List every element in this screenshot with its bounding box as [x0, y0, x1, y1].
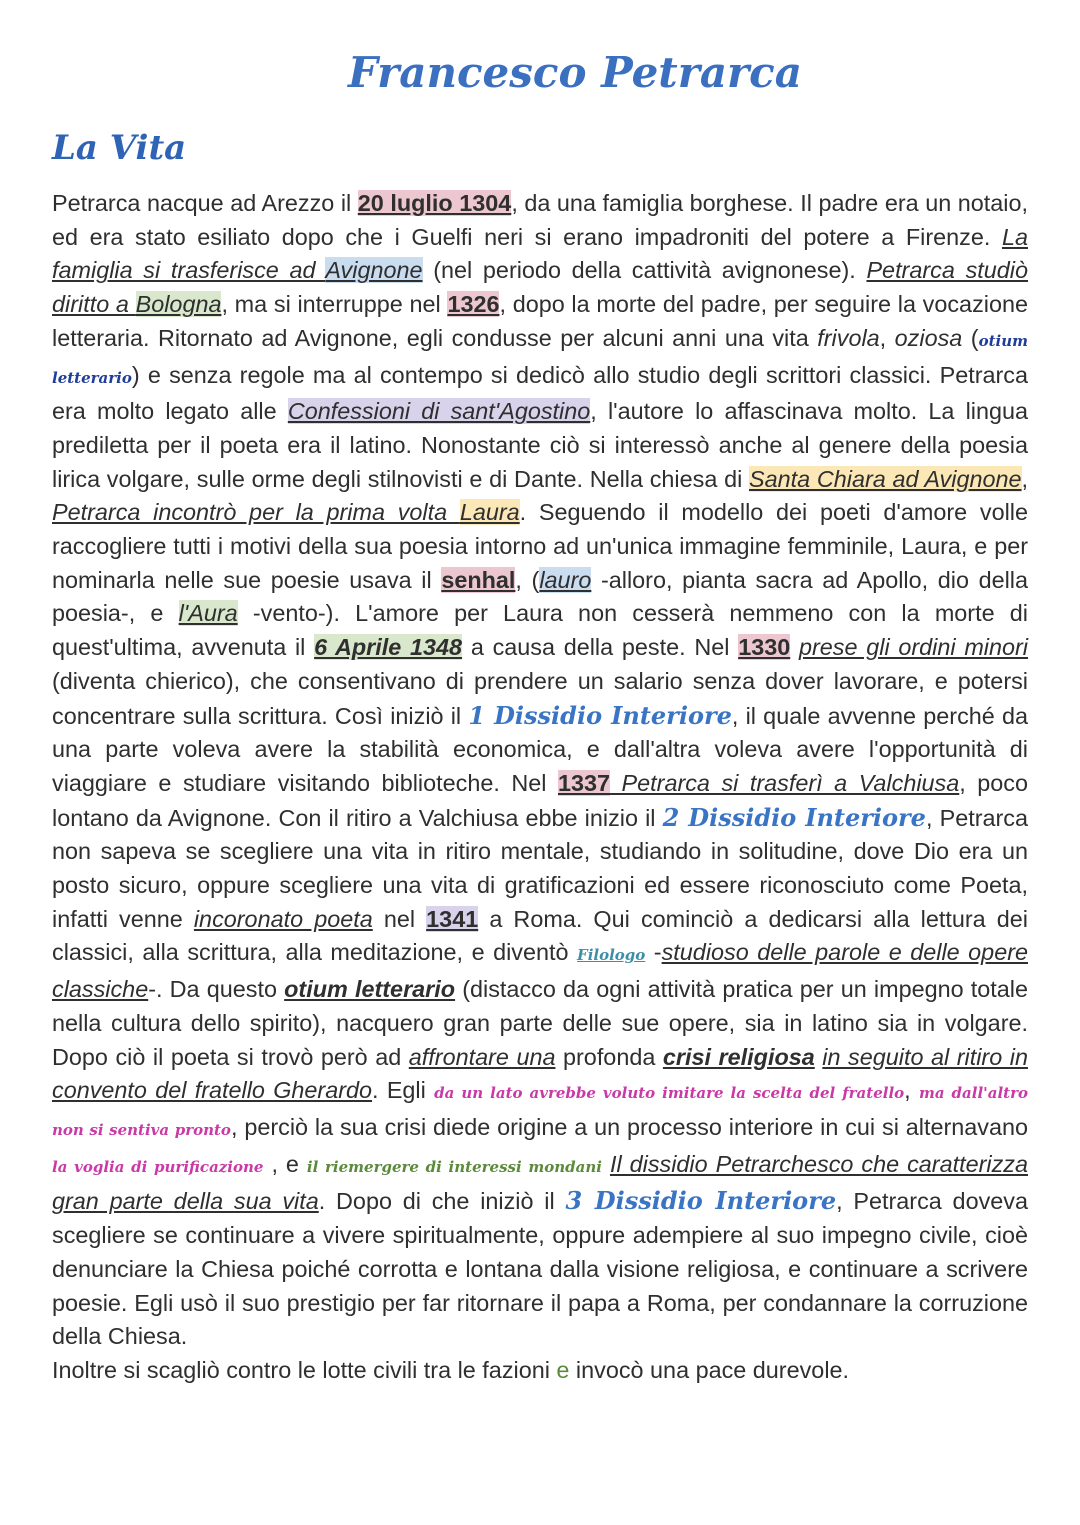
text: , e [263, 1150, 307, 1177]
name-laura: Laura [459, 499, 520, 526]
body-text [52, 187, 1028, 1388]
text: , il quale avvenne perché da una parte voleva avere la stabilità economica, e dall'altra voleva avere l'opportunità di viaggiare e studiare visitando biblioteche. Nel [52, 702, 1029, 796]
text: . Seguendo il modello dei poeti d'amore volle raccogliere tutti i motivi della sua poesia intorno ad un'unica immagine femminile, Laura, e per nominarla nelle sue poesie usava il [52, 499, 1028, 593]
text: , [1021, 465, 1028, 492]
text: incoronato poeta [193, 905, 373, 932]
text: Inoltre si scagliò contro le lotte civili tra le fazioni [52, 1356, 557, 1383]
annotation: la voglia di purificazione [52, 1157, 264, 1176]
text: La famiglia si trasferisce ad [52, 223, 1028, 284]
text [602, 1151, 610, 1177]
text: , poco lontano da Avignone. Con il ritiro a Valchiusa ebbe inizio il [52, 769, 1028, 831]
text: , dopo la morte del padre, per seguire la vocazione letteraria. Ritornato ad Avignone, egli condusse per alcuni anni una vita [52, 291, 1028, 351]
text: studioso delle parole e delle opere classiche [52, 939, 1028, 1003]
text: - [645, 939, 662, 966]
work-confessioni: Confessioni di sant'Agostino [287, 398, 591, 425]
text: affrontare una [408, 1043, 556, 1070]
annotation: da un lato avrebbe voluto imitare la scelta del fratello [434, 1084, 905, 1103]
text: profonda [555, 1043, 663, 1070]
place-avignone: Avignone [325, 257, 423, 284]
text: ) e senza regole ma al contempo si dedicò allo studio degli scrittori classici. Petrarca era molto legato alle [52, 361, 1028, 425]
paragraph-final [52, 1354, 1028, 1388]
text: , ma si interruppe nel [221, 291, 448, 318]
text: in seguito al ritiro in convento del fratello Gherardo [52, 1043, 1028, 1104]
year-1326: 1326 [447, 291, 500, 318]
text: (diventa chierico), che consentivano di prendere un salario senza dover lavorare, e potersi concentrare sulla scrittura. Così iniziò il [52, 667, 1028, 729]
text: . Egli [372, 1077, 435, 1104]
text: invocò una pace durevole. [569, 1356, 850, 1383]
text: , ( [515, 566, 540, 593]
text: , [879, 324, 895, 351]
text: (nel periodo della cattività avignonese). [422, 257, 867, 284]
text: (distacco da ogni attività pratica per un impegno totale nella cultura dello spirito), nacquero gran parte delle sue opere, sia in latino sia in volgare. Dopo ciò il poeta si trovò però ad [52, 976, 1029, 1070]
text: a Roma. Qui cominciò a dedicarsi alla lettura dei classici, alla scrittura, alla meditazione, e diventò [52, 905, 1029, 966]
text: Petrarca studiò diritto a [52, 257, 1028, 318]
annotation: il riemergere di interessi mondani [306, 1157, 602, 1176]
text: ( [962, 324, 979, 351]
dissidio-1: 1 Dissidio Interiore [468, 700, 732, 730]
term-crisi: crisi religiosa [662, 1043, 815, 1070]
dissidio-3: 3 Dissidio Interiore [565, 1186, 837, 1216]
text [790, 634, 799, 660]
dissidio-2: 2 Dissidio Interiore [662, 802, 926, 832]
text: prese gli ordini minori [798, 634, 1029, 661]
text: a causa della peste. Nel [462, 634, 739, 661]
annotation: ma dall'altro non si sentiva pronto [52, 1084, 1029, 1139]
place-bologna: Bologna [135, 291, 222, 318]
year-1330: 1330 [738, 634, 791, 661]
text: Il dissidio Petrarchesco che caratterizza gran parte della sua vita [52, 1150, 1028, 1215]
text: -alloro, pianta sacra ad Apollo, dio della poesia-, e [52, 566, 1029, 627]
date-death-laura: 6 Aprile 1348 [314, 634, 463, 661]
text: , da una famiglia borghese. Il padre era un notaio, ed era stato esiliato dopo che i Guelfi neri si erano impadroniti del potere a Firenze. [52, 190, 1028, 250]
place-santa-chiara: Santa Chiara ad Avignone [749, 465, 1022, 492]
text: Petrarca incontrò per la prima volta [52, 499, 460, 526]
text: -. Da questo [148, 976, 285, 1003]
term-lauro: lauro [539, 566, 592, 593]
text: Petrarca nacque ad Arezzo il [52, 190, 358, 216]
text: , [904, 1077, 919, 1104]
term-aura: l'Aura [178, 600, 238, 627]
paragraph-life [52, 187, 1028, 1354]
year-1337: 1337 [557, 769, 611, 796]
text: oziosa [894, 324, 963, 351]
section-title: La Vita [52, 128, 187, 168]
page-title: Francesco Petrarca [348, 48, 802, 97]
annotation: otium letterario [52, 331, 1028, 387]
text: . Dopo di che iniziò il [318, 1188, 566, 1215]
text: , perciò la sua crisi diede origine a un processo interiore in cui si alternavano [230, 1113, 1028, 1140]
term-senhal: senhal [441, 566, 516, 593]
text: e [556, 1356, 570, 1383]
text: Petrarca si trasferì a Valchiusa [610, 769, 960, 796]
term-otium: otium letterario [284, 976, 456, 1003]
text: , l'autore lo affascinava molto. La lingua prediletta per il poeta era il latino. Nonostante ciò si interessò anche al genere della poesia lirica volgare, sulle orme degli stilnovisti e di Dante. Nella chiesa di [52, 398, 1028, 492]
year-1341: 1341 [426, 905, 479, 932]
text: nel [372, 905, 427, 932]
text: , Petrarca doveva scegliere se continuare a vivere spiritualmente, oppure adempiere al suo impegno civile, cioè denunciare la Chiesa poiché corrotta e lontana dalla visione religiosa, e continuare a scrivere poesie. Egli usò il suo prestigio per far ritornare il papa a Roma, per condannare la corruzione della Chiesa. [52, 1188, 1028, 1350]
text: -vento-). L'amore per Laura non cesserà nemmeno con la morte di quest'ultima, avvenuta il [52, 600, 1028, 661]
date-birth: 20 luglio 1304 [357, 190, 512, 216]
text: frivola [817, 324, 880, 351]
annotation: Filologo [577, 946, 646, 965]
text: , Petrarca non sapeva se scegliere una vita in ritiro mentale, studiando in solitudine, dove Dio era un posto sicuro, oppure scegliere una vita di gratificazioni ed essere riconosciuto come Poeta, infatti venne [52, 804, 1028, 932]
